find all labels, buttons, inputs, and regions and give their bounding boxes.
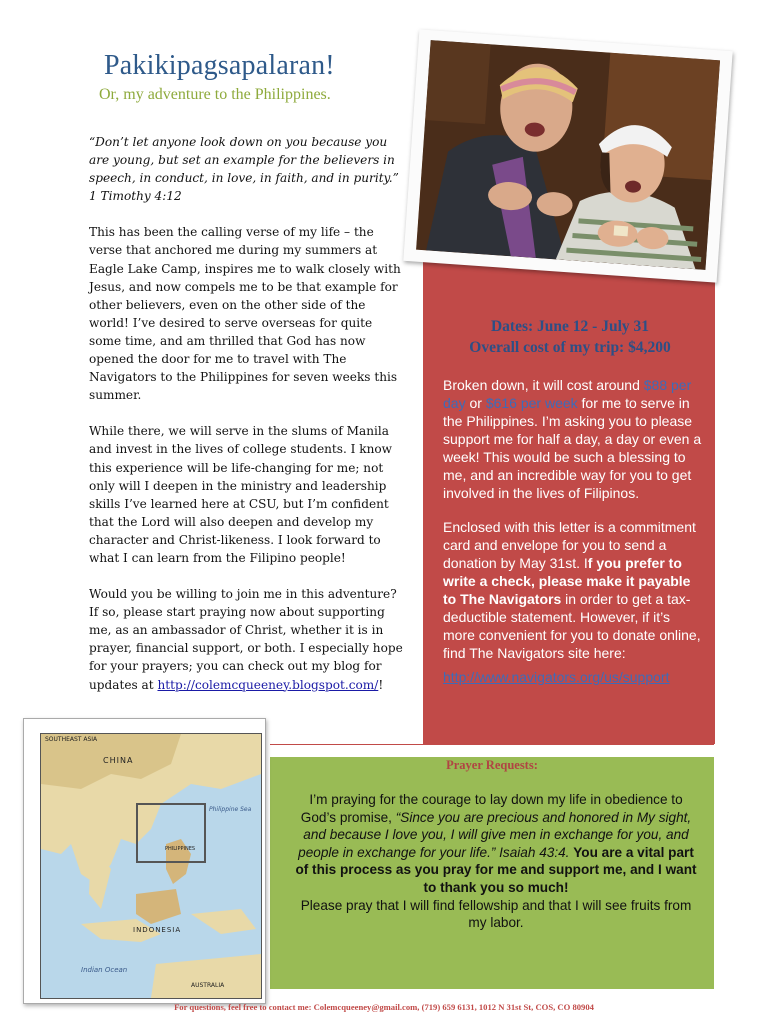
cost-breakdown-rest: for me to serve in the Philippines. I’m asking you to please support me for half a day, a day or even a week! This would be such a blessing to me, and an incredible way for you to get involved in the lives of Filipinos. [443, 395, 702, 501]
blog-link[interactable]: http://colemcqueeney.blogspot.com/ [157, 677, 379, 692]
prayer-thanks: You are a vital part of this process as you pray for me and support me, and I want to thank you so much! [295, 844, 697, 895]
photo-illustration [416, 40, 720, 270]
letter-paragraph-3-text: Would you be willing to join me in this adventure? If so, please start praying now about supporting me, as an ambassador of Christ, whether it is in prayer, financial support, or both. I especially hope for your prayers; you can check out my blog for updates at [89, 587, 403, 692]
prayer-quote: “Since you are precious and honored in My sight, and because I love you, I will give men in exchange for you, and people in exchange for your life.” Isaiah 43:4. [298, 809, 692, 860]
map-australia-label: AUSTRALIA [191, 982, 225, 989]
letter-body [89, 133, 407, 712]
page-subtitle: Or, my adventure to the Philippines. [99, 86, 331, 103]
donation-rest: in order to get a tax-deductible statement. However, if it’s more convenient for you to donate online, find The Navigators site here: [443, 591, 701, 661]
donation-instructions [443, 518, 705, 686]
donation-lead: Enclosed with this letter is a commitment card and envelope for you to send a donation by May 31st. I [443, 519, 696, 571]
friends-photo [416, 40, 720, 270]
prayer-paragraph [294, 791, 698, 897]
map-indonesia-label: INDONESIA [133, 926, 182, 934]
map-region-label: SOUTHEAST ASIA [45, 736, 98, 743]
verse-block [89, 133, 407, 205]
letter-paragraph-2: While there, we will serve in the slums of Manila and invest in the lives of college students. I know this experience will be life-changing for me; not only will I deepen in the ministry and leadership skills I’ve learned here at CSU, but I’m confident that the Lord will also deepen and develop my character and Christ-likeness. I look forward to what I can learn from the Filipino people! [89, 424, 393, 565]
letter-paragraph-3 [89, 585, 407, 694]
cost-breakdown [443, 376, 705, 502]
support-text [443, 376, 705, 702]
contact-footer: For questions, feel free to contact me: Colemcqueeney@gmail.com, (719) 659 6131, 1012 N 31st St, COS, CO 80904 [174, 1002, 594, 1012]
prayer-body [294, 791, 698, 932]
map-philippines-label: PHILIPPINES [165, 846, 196, 852]
blog-suffix: ! [378, 677, 384, 692]
map-frame [23, 718, 266, 1004]
divider-line [270, 744, 714, 745]
page-title: Pakikipagsapalaran! [104, 50, 335, 81]
per-week-amount: $616 per week [485, 395, 578, 411]
photo-frame [403, 29, 732, 282]
trip-cost: Overall cost of my trip: $4,200 [469, 339, 671, 356]
map-sea-label: Philippine Sea [209, 806, 252, 813]
cost-breakdown-lead: Broken down, it will cost around [443, 377, 640, 393]
cost-or: or [469, 395, 482, 411]
prayer-intro: I’m praying for the courage to lay down my life in obedience to God’s promise, [300, 792, 683, 825]
prayer-title: Prayer Requests: [446, 758, 538, 772]
check-instructions: f you prefer to write a check, please make it payable to The Navigators [443, 555, 691, 607]
trip-summary [432, 316, 708, 358]
map-china-label: CHINA [103, 756, 134, 765]
per-day-amount: $88 per day [443, 377, 692, 411]
trip-dates: Dates: June 12 - July 31 [490, 318, 649, 335]
map-illustration [41, 734, 261, 998]
map-ocean-label: Indian Ocean [81, 966, 128, 974]
navigators-link[interactable]: http://www.navigators.org/us/support [443, 669, 670, 685]
southeast-asia-map [40, 733, 262, 999]
verse-quote: “Don’t let anyone look down on you because you are young, but set an example for the believers in speech, in conduct, in love, in faith, and in purity.” [89, 135, 399, 186]
prayer-closing: Please pray that I will find fellowship and that I will see fruits from my labor. [300, 897, 692, 931]
verse-reference: 1 Timothy 4:12 [89, 189, 182, 204]
letter-paragraph-1: This has been the calling verse of my life – the verse that anchored me during my summers at Eagle Lake Camp, inspires me to walk closely with Jesus, and now compels me to be that example for other believers, even on the other side of the world! I’ve desired to serve overseas for quite some time, and am thrilled that God has now opened the door for me to travel with The Navigators to the Philippines for seven weeks this summer. [89, 225, 401, 403]
